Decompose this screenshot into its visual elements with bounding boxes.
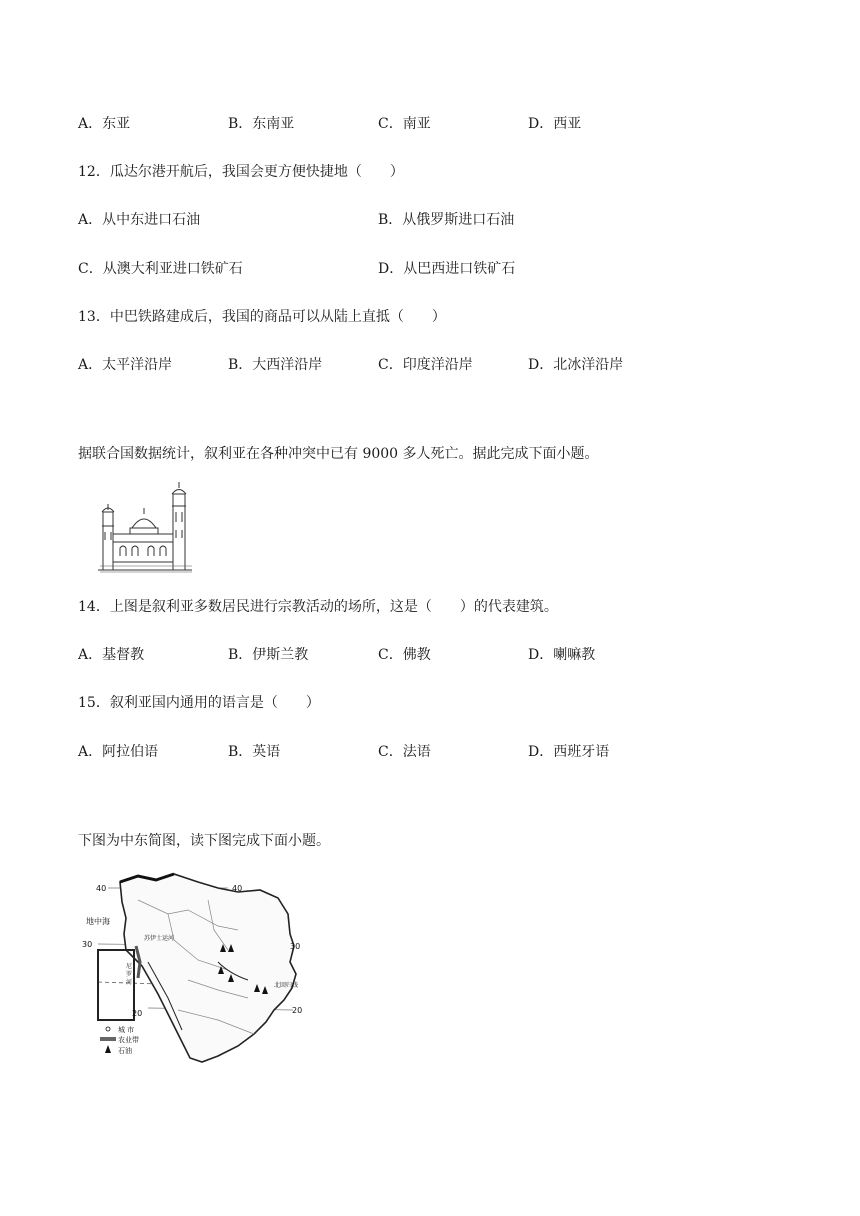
- q14-option-c: C．佛教: [378, 647, 431, 663]
- mideast-intro: 下图为中东简图，读下图完成下面小题。: [78, 833, 330, 849]
- mosque-illustration: [96, 482, 196, 574]
- map-canal-label: 苏伊士运河: [144, 935, 175, 942]
- q15-stem: 15．叙利亚国内通用的语言是（ ）: [78, 695, 320, 711]
- middle-east-map: [78, 870, 318, 1070]
- q15-option-d: D．西班牙语: [528, 744, 610, 760]
- agriculture-legend-swatch: [100, 1037, 116, 1041]
- map-river-char-2: 罗: [126, 971, 133, 978]
- lat-label-40-left: 40: [96, 884, 107, 893]
- q15-option-a: A．阿拉伯语: [78, 744, 159, 760]
- q14-option-d: D．喇嘛教: [528, 647, 596, 663]
- q11-option-a: A．东亚: [78, 116, 131, 132]
- map-tropic-label: 北回归线: [274, 982, 299, 989]
- lat-label-30-left: 30: [82, 940, 93, 949]
- q11-option-b: B．东南亚: [228, 116, 295, 132]
- lat-label-20-right: 20: [292, 1006, 303, 1015]
- lat-label-40-right: 40: [232, 884, 243, 893]
- legend-city: 城 市: [118, 1026, 135, 1034]
- q11-option-d: D．西亚: [528, 116, 582, 132]
- legend-oil: 石油: [118, 1047, 132, 1055]
- city-icon: [106, 1027, 110, 1031]
- q12-option-c: C．从澳大利亚进口铁矿石: [78, 261, 243, 277]
- map-legend: [100, 1025, 139, 1055]
- q13-option-b: B．大西洋沿岸: [228, 357, 323, 373]
- q14-stem: 14．上图是叙利亚多数居民进行宗教活动的场所，这是（ ）的代表建筑。: [78, 599, 558, 615]
- legend-agriculture: 农业带: [118, 1036, 139, 1044]
- q12-stem: 12．瓜达尔港开航后，我国会更方便快捷地（ ）: [78, 164, 404, 180]
- q13-option-c: C．印度洋沿岸: [378, 357, 473, 373]
- q13-option-d: D．北冰洋沿岸: [528, 357, 624, 373]
- map-sea-label: 地中海: [86, 917, 110, 926]
- q11-option-c: C．南亚: [378, 116, 431, 132]
- q14-option-a: A．基督教: [78, 647, 145, 663]
- q12-option-a: A．从中东进口石油: [78, 212, 201, 228]
- q12-option-d: D．从巴西进口铁矿石: [378, 261, 516, 277]
- q13-option-a: A．太平洋沿岸: [78, 357, 173, 373]
- lat-label-20-left: 20: [132, 1009, 143, 1018]
- syria-intro: 据联合国数据统计，叙利亚在各种冲突中已有 9000 多人死亡。据此完成下面小题。: [78, 446, 599, 462]
- q12-option-b: B．从俄罗斯进口石油: [378, 212, 515, 228]
- q14-option-b: B．伊斯兰教: [228, 647, 309, 663]
- map-river-char-3: 河: [126, 979, 133, 986]
- q13-stem: 13．中巴铁路建成后，我国的商品可以从陆上直抵（ ）: [78, 309, 446, 325]
- oil-icon: [105, 1045, 111, 1053]
- q15-option-b: B．英语: [228, 744, 281, 760]
- q15-option-c: C．法语: [378, 744, 431, 760]
- lat-label-30-right: 30: [290, 942, 301, 951]
- map-river-char-1: 尼: [126, 963, 133, 970]
